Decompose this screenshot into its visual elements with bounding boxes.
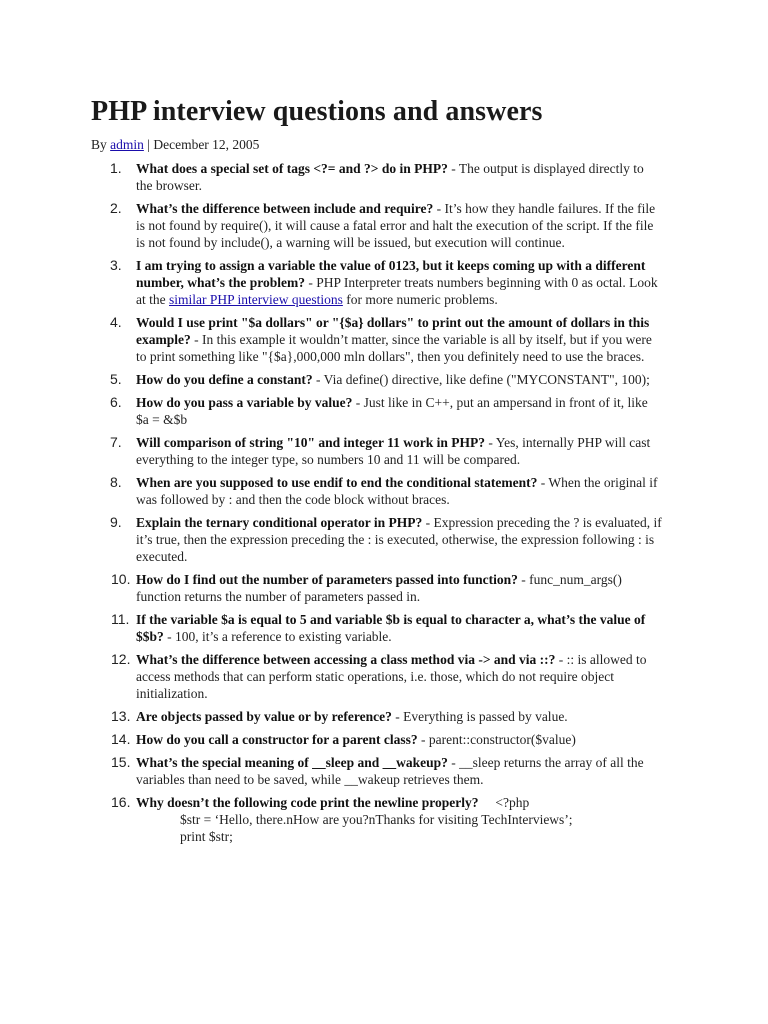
list-item	[0, 257, 768, 308]
answer-text: - PHP Interpreter treats numbers beginning with 0 as octal. Look at the	[136, 275, 658, 307]
item-number: 15.	[111, 754, 131, 770]
list-item	[0, 611, 768, 645]
question-text: What’s the special meaning of __sleep and __wakeup?	[136, 755, 448, 770]
item-number: 8.	[110, 474, 122, 490]
question-text: If the variable $a is equal to 5 and variable $b is equal to character a, what’s the value of $$b?	[136, 612, 646, 644]
post-date: December 12, 2005	[153, 137, 260, 152]
item-number: 6.	[110, 394, 122, 410]
code-line: $str = ‘Hello, there.nHow are you?nThanks for visiting TechInterviews’;	[180, 812, 573, 827]
item-number: 16.	[111, 794, 131, 810]
question-text: Explain the ternary conditional operator in PHP?	[136, 515, 423, 530]
list-item	[0, 160, 768, 194]
list-item	[0, 314, 768, 365]
question-text: How do you define a constant?	[136, 372, 313, 387]
question-text: How do you pass a variable by value?	[136, 395, 353, 410]
answer-text: <?php	[478, 795, 530, 810]
item-number: 4.	[110, 314, 122, 330]
question-text: Are objects passed by value or by reference?	[136, 709, 392, 724]
item-number: 2.	[110, 200, 122, 216]
item-number: 10.	[111, 571, 131, 587]
answer-text: - In this example it wouldn’t matter, since the variable is all by itself, but if you were to print something like "{$a},000,000 mln dollars", then you definitely need to use the braces.	[136, 332, 652, 364]
question-text: What does a special set of tags <?= and ?> do in PHP?	[136, 161, 448, 176]
byline	[91, 136, 259, 154]
list-item	[0, 571, 768, 605]
question-text: How do I find out the number of parameters passed into function?	[136, 572, 518, 587]
item-number: 7.	[110, 434, 122, 450]
answer-text: - The output is displayed directly to the browser.	[136, 161, 644, 193]
item-number: 9.	[110, 514, 122, 530]
list-item	[0, 200, 768, 251]
item-number: 5.	[110, 371, 122, 387]
answer-text: - :: is allowed to access methods that can perform static operations, i.e. those, which do not require object initialization.	[136, 652, 647, 701]
answer-text: - Expression preceding the ? is evaluated, if it’s true, then the expression preceding the : is executed, otherwise, the expression following : is executed.	[136, 515, 662, 564]
question-text: I am trying to assign a variable the value of 0123, but it keeps coming up with a different number, what’s the problem?	[136, 258, 646, 290]
page-title: PHP interview questions and answers	[91, 96, 543, 127]
item-number: 12.	[111, 651, 131, 667]
list-item	[0, 371, 768, 388]
question-text: Will comparison of string "10" and integer 11 work in PHP?	[136, 435, 486, 450]
answer-text: - parent::constructor($value)	[417, 732, 576, 747]
list-item	[0, 474, 768, 508]
list-item	[0, 394, 768, 428]
answer-text: - Yes, internally PHP will cast everything to the integer type, so numbers 10 and 11 will be compared.	[136, 435, 651, 467]
item-number: 3.	[110, 257, 122, 273]
item-number: 1.	[110, 160, 122, 176]
code-line: print $str;	[180, 829, 233, 844]
list-item	[0, 651, 768, 702]
list-item	[0, 434, 768, 468]
answer-text: - It’s how they handle failures. If the file is not found by require(), it will cause a fatal error and halt the execution of the script. If the file is not found by include(), a warning will be issued, but execution will continue.	[136, 201, 656, 250]
list-item	[0, 514, 768, 565]
byline-prefix: By	[91, 137, 111, 152]
answer-text: - When the original if was followed by : and then the code block without braces.	[136, 475, 658, 507]
answer-text: - func_num_args() function returns the number of parameters passed in.	[136, 572, 622, 604]
item-number: 13.	[111, 708, 131, 724]
list-item	[0, 794, 768, 845]
answer-text-continued: for more numeric problems.	[342, 292, 498, 307]
question-text: How do you call a constructor for a parent class?	[136, 732, 418, 747]
answer-text: - __sleep returns the array of all the variables than need to be saved, while __wakeup retrieves them.	[136, 755, 644, 787]
question-text: When are you supposed to use endif to end the conditional statement?	[136, 475, 538, 490]
question-text: What’s the difference between accessing a class method via -> and via ::?	[136, 652, 556, 667]
question-text: What’s the difference between include and require?	[136, 201, 434, 216]
item-number: 11.	[111, 611, 130, 627]
answer-text: - Everything is passed by value.	[391, 709, 568, 724]
answer-text: - Just like in C++, put an ampersand in front of it, like $a = &$b	[136, 395, 648, 427]
question-text: Why doesn’t the following code print the newline properly?	[136, 795, 479, 810]
question-list	[0, 160, 768, 851]
answer-text: - Via define() directive, like define ("MYCONSTANT", 100);	[312, 372, 650, 387]
answer-text: - 100, it’s a reference to existing variable.	[163, 629, 392, 644]
author-link[interactable]: admin	[110, 137, 144, 152]
list-item	[0, 754, 768, 788]
list-item	[0, 708, 768, 725]
byline-separator: |	[143, 137, 154, 152]
item-number: 14.	[111, 731, 131, 747]
question-text: Would I use print "$a dollars" or "{$a} dollars" to print out the amount of dollars in this example?	[136, 315, 650, 347]
list-item	[0, 731, 768, 748]
similar-questions-link[interactable]: similar PHP interview questions	[169, 292, 343, 307]
